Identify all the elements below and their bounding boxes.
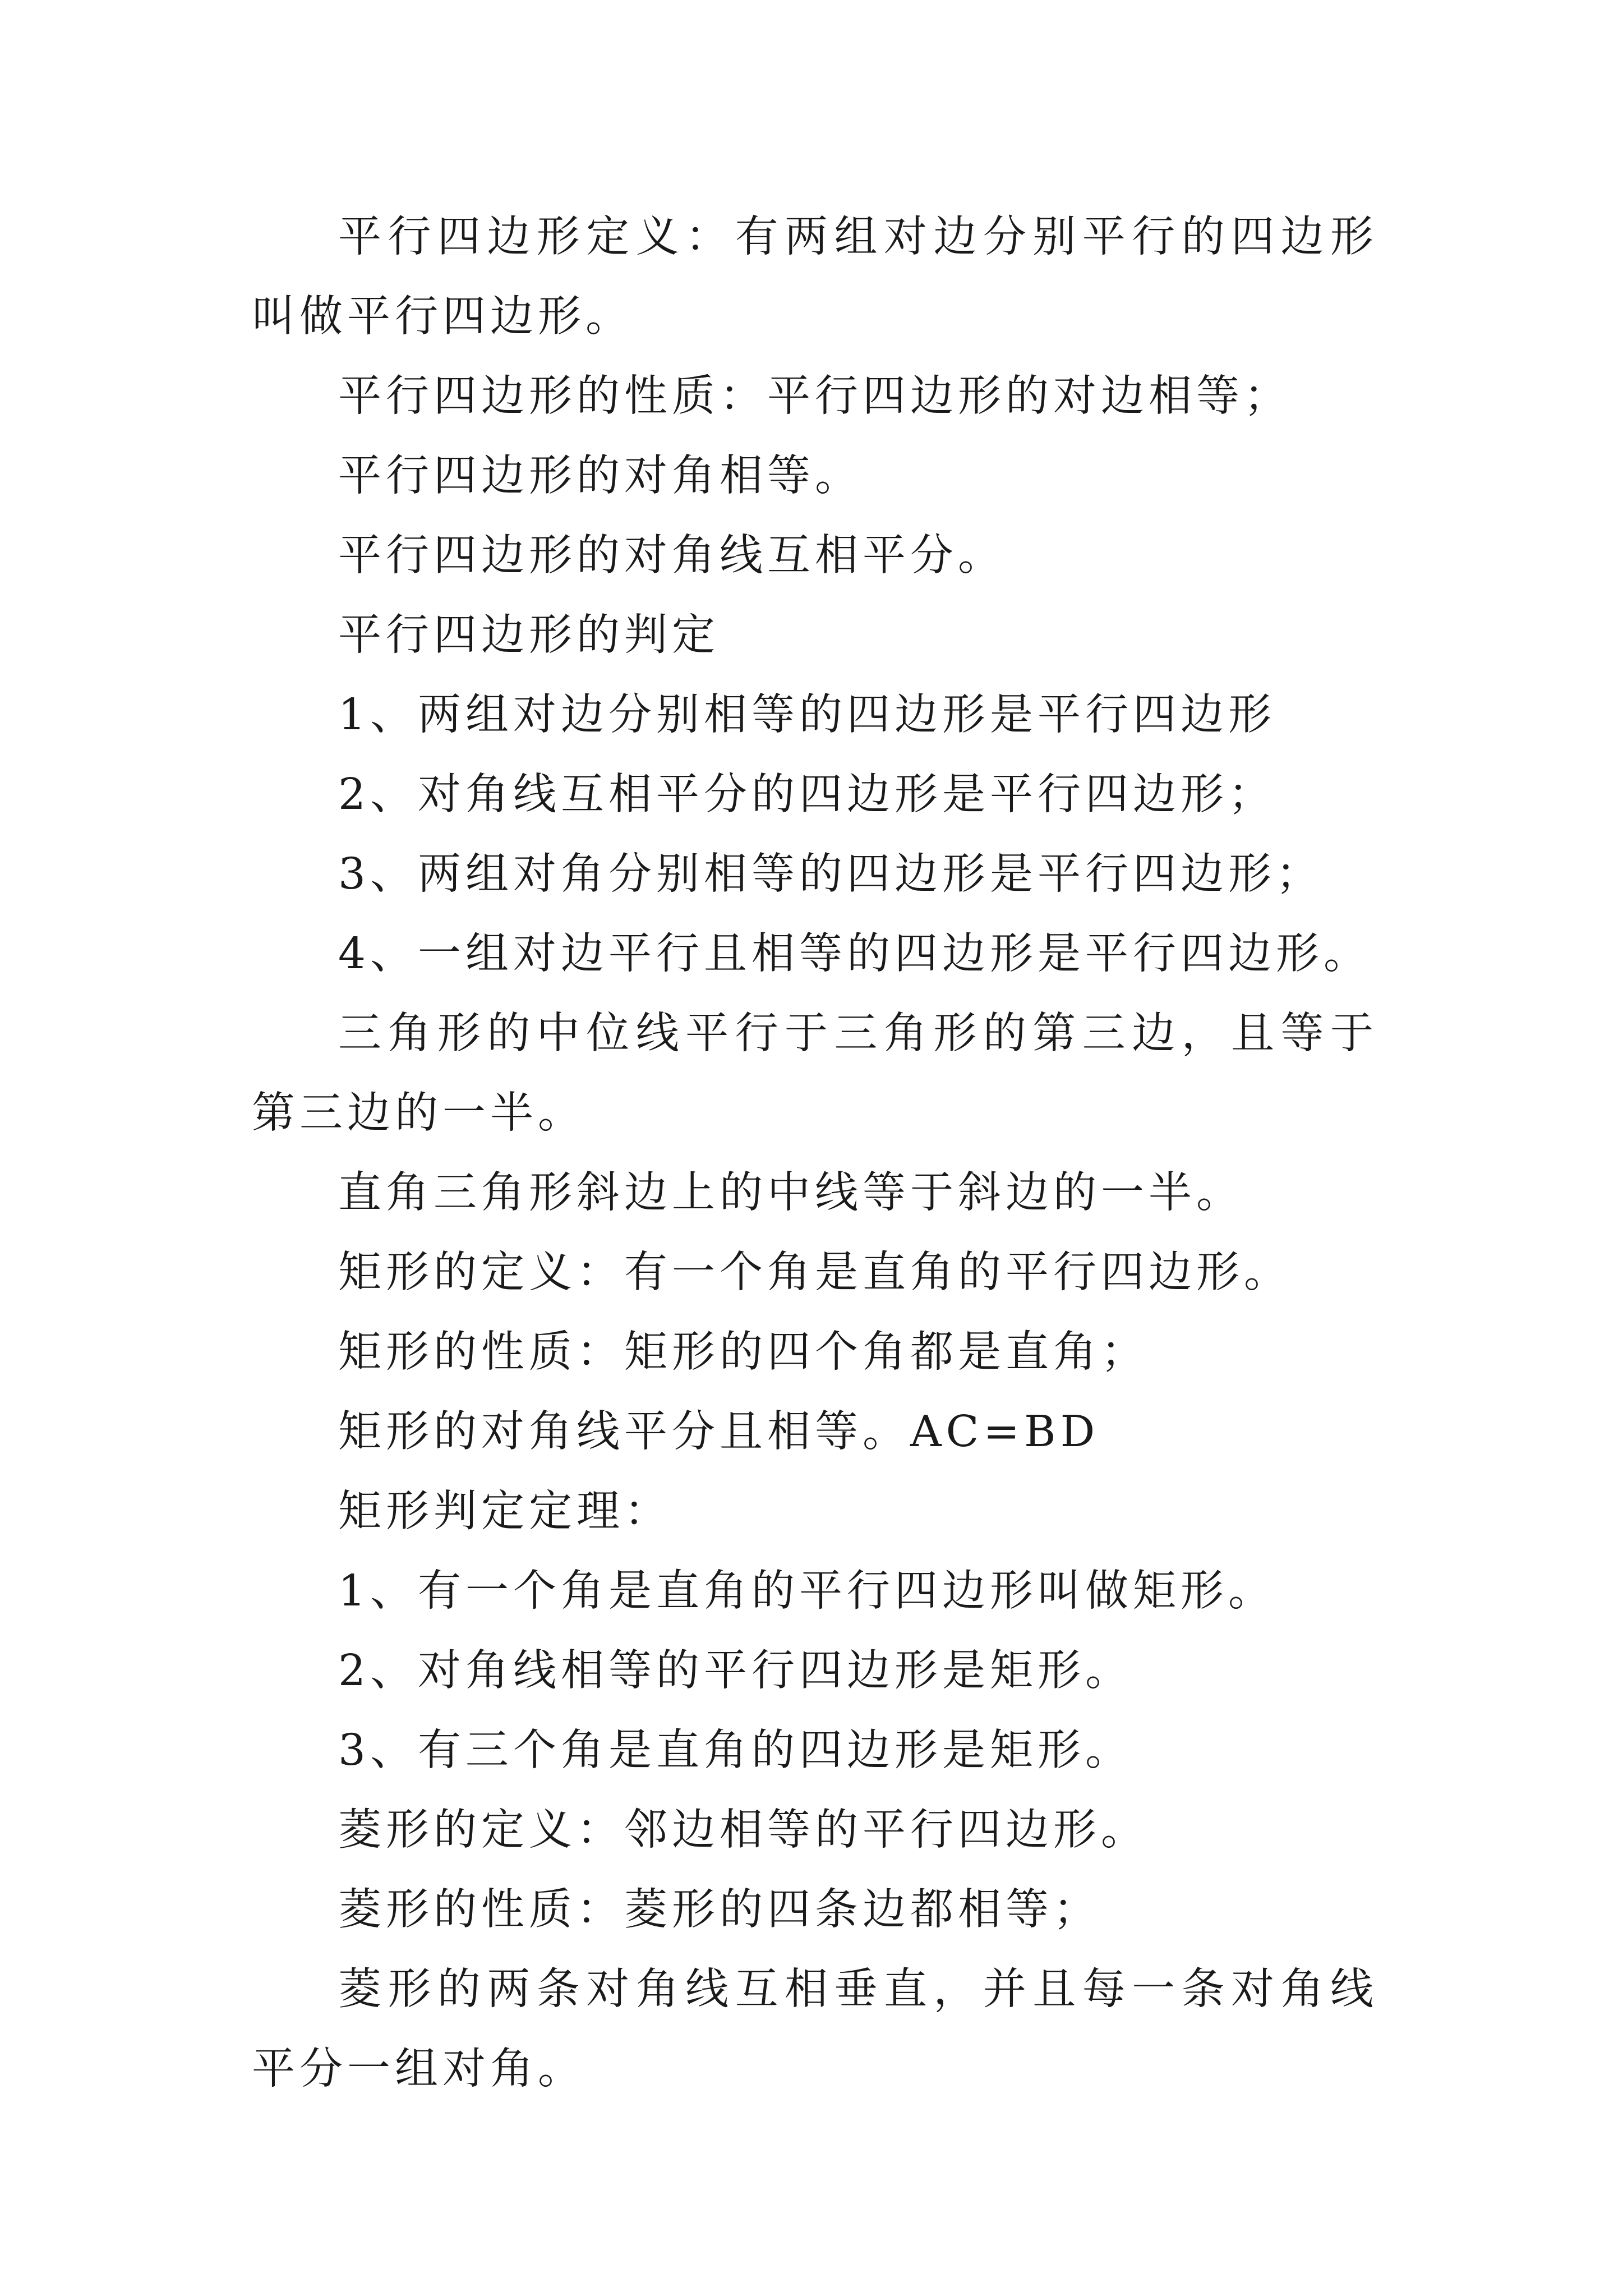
paragraph: 平行四边形的性质：平行四边形的对边相等； bbox=[338, 371, 1292, 421]
paragraph: 平行四边形的判定 bbox=[338, 610, 720, 660]
paragraph: 三角形的中位线平行于三角形的第三边，且等于第三边的一半。 bbox=[252, 1009, 1378, 1138]
paragraph: 4、一组对边平行且相等的四边形是平行四边形。 bbox=[338, 929, 1371, 979]
paragraph: 3、有三个角是直角的四边形是矩形。 bbox=[338, 1726, 1133, 1775]
paragraph: 平行四边形的对角线互相平分。 bbox=[338, 531, 1006, 581]
paragraph: 平行四边形的对角相等。 bbox=[338, 451, 863, 501]
paragraph: 2、对角线互相平分的四边形是平行四边形； bbox=[338, 770, 1276, 820]
paragraph: 菱形的性质：菱形的四条边都相等； bbox=[338, 1885, 1101, 1935]
paragraph: 1、两组对边分别相等的四边形是平行四边形 bbox=[338, 690, 1276, 740]
paragraph: 矩形判定定理： bbox=[338, 1487, 672, 1536]
paragraph: 矩形的对角线平分且相等。AC=BD bbox=[338, 1407, 1100, 1457]
paragraph: 1、有一个角是直角的平行四边形叫做矩形。 bbox=[338, 1566, 1276, 1616]
paragraph: 菱形的定义：邻边相等的平行四边形。 bbox=[338, 1805, 1149, 1855]
paragraph: 平行四边形定义：有两组对边分别平行的四边形叫做平行四边形。 bbox=[252, 212, 1378, 342]
paragraph: 矩形的定义：有一个角是直角的平行四边形。 bbox=[338, 1248, 1292, 1297]
paragraph: 直角三角形斜边上的中线等于斜边的一半。 bbox=[338, 1168, 1244, 1218]
paragraph: 矩形的性质：矩形的四个角都是直角； bbox=[338, 1327, 1149, 1377]
paragraph: 2、对角线相等的平行四边形是矩形。 bbox=[338, 1646, 1133, 1696]
paragraph: 3、两组对角分别相等的四边形是平行四边形； bbox=[338, 849, 1324, 899]
document-body bbox=[252, 197, 1378, 2109]
paragraph: 菱形的两条对角线互相垂直，并且每一条对角线平分一组对角。 bbox=[252, 1964, 1378, 2094]
